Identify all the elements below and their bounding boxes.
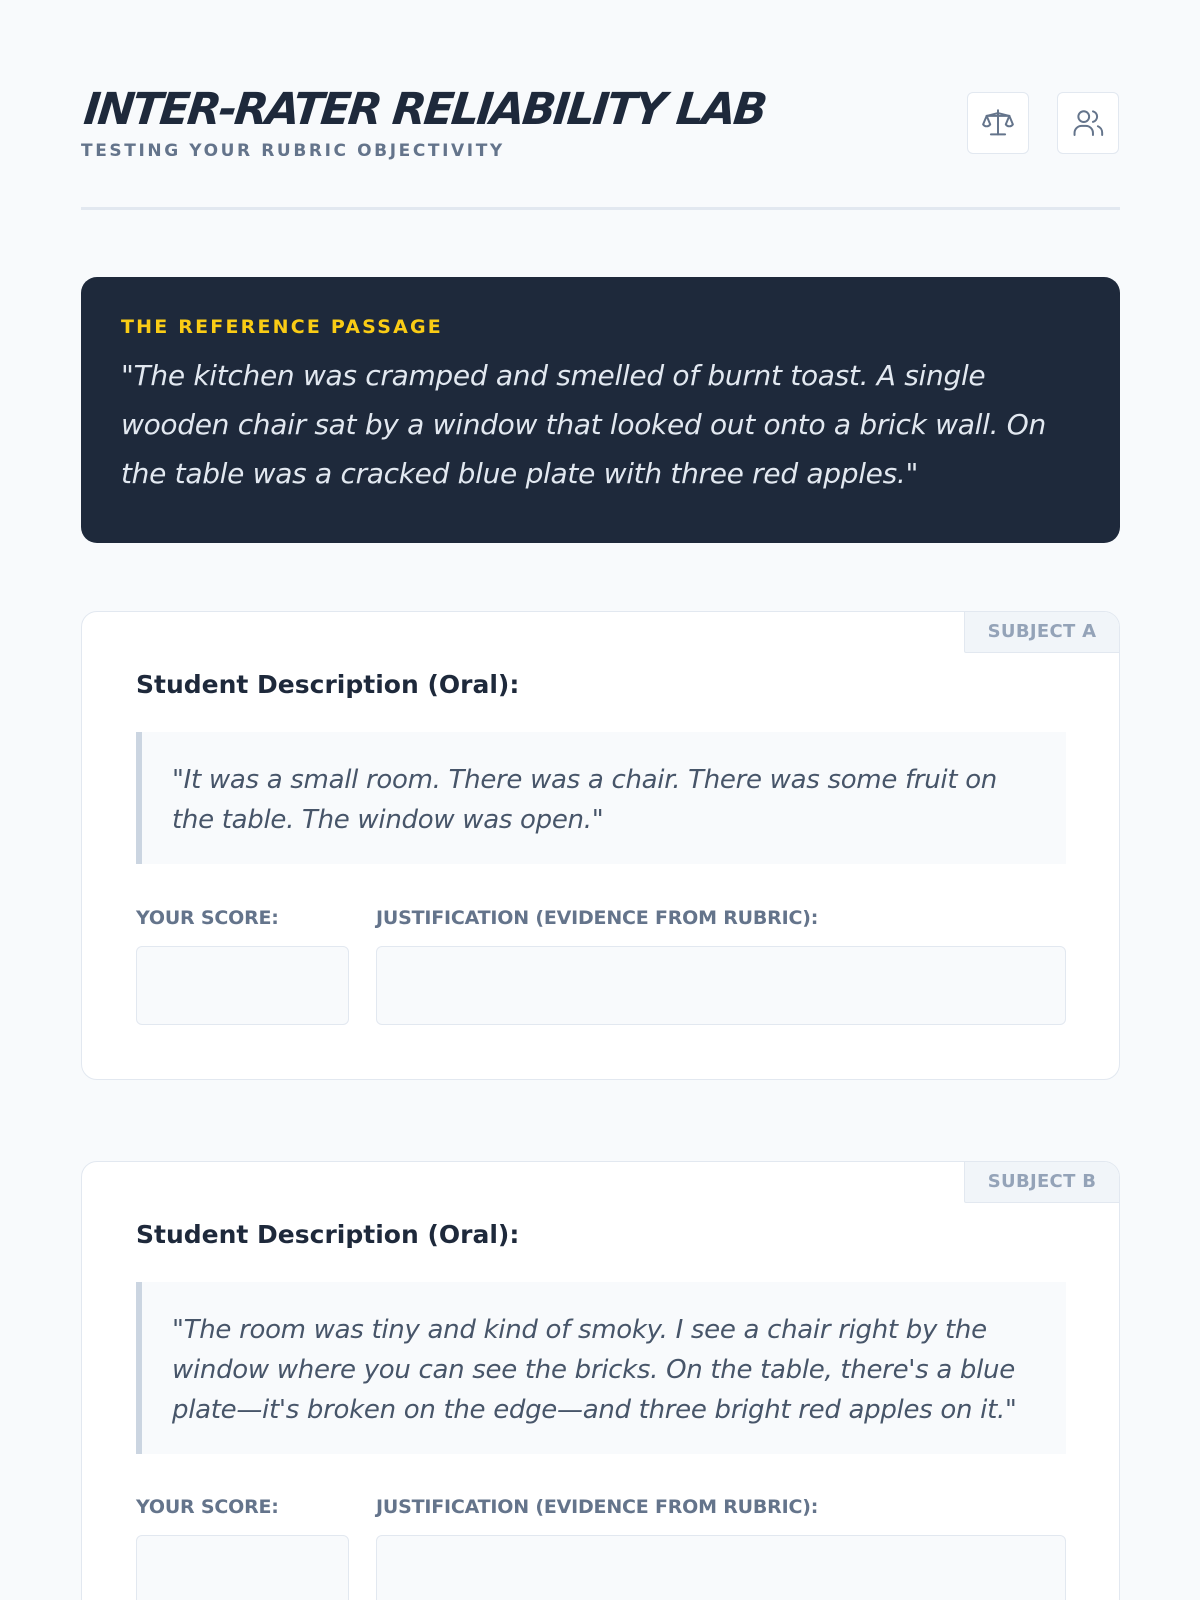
justification-label: JUSTIFICATION (EVIDENCE FROM RUBRIC): xyxy=(376,907,819,929)
subject-card-a xyxy=(81,611,1120,1080)
page xyxy=(81,0,1120,1518)
scales-icon xyxy=(981,106,1015,140)
subject-tag: SUBJECT B xyxy=(964,1162,1119,1203)
justification-input[interactable] xyxy=(376,946,1066,1025)
users-icon xyxy=(1071,106,1105,140)
student-response-quote: "The room was tiny and kind of smoky. I see a chair right by the window where you can see the bricks. On the table, there's a blue plate—it's broken on the edge—and three bright red apples on it." xyxy=(136,1282,1066,1454)
app-title: INTER-RATER RELIABILITY LAB xyxy=(81,84,768,135)
reference-passage-panel xyxy=(81,277,1120,543)
student-description-heading: Student Description (Oral): xyxy=(136,670,520,699)
student-response-quote: "It was a small room. There was a chair. There was some fruit on the table. The window was open." xyxy=(136,732,1066,864)
reference-label: THE REFERENCE PASSAGE xyxy=(121,316,443,338)
justification-label: JUSTIFICATION (EVIDENCE FROM RUBRIC): xyxy=(376,1496,819,1518)
page-header xyxy=(81,0,1120,210)
score-label: YOUR SCORE: xyxy=(136,1496,279,1518)
score-input[interactable] xyxy=(136,946,349,1025)
student-description-heading: Student Description (Oral): xyxy=(136,1220,520,1249)
subject-card-b xyxy=(81,1161,1120,1600)
users-button[interactable] xyxy=(1057,92,1119,154)
app-subtitle: TESTING YOUR RUBRIC OBJECTIVITY xyxy=(81,141,505,161)
score-input[interactable] xyxy=(136,1535,349,1600)
justification-input[interactable] xyxy=(376,1535,1066,1600)
subject-tag: SUBJECT A xyxy=(964,612,1119,653)
reference-text: "The kitchen was cramped and smelled of burnt toast. A single wooden chair sat by a window that looked out onto a brick wall. On the table was a cracked blue plate with three red apples." xyxy=(121,359,1046,490)
scales-button[interactable] xyxy=(967,92,1029,154)
score-label: YOUR SCORE: xyxy=(136,907,279,929)
